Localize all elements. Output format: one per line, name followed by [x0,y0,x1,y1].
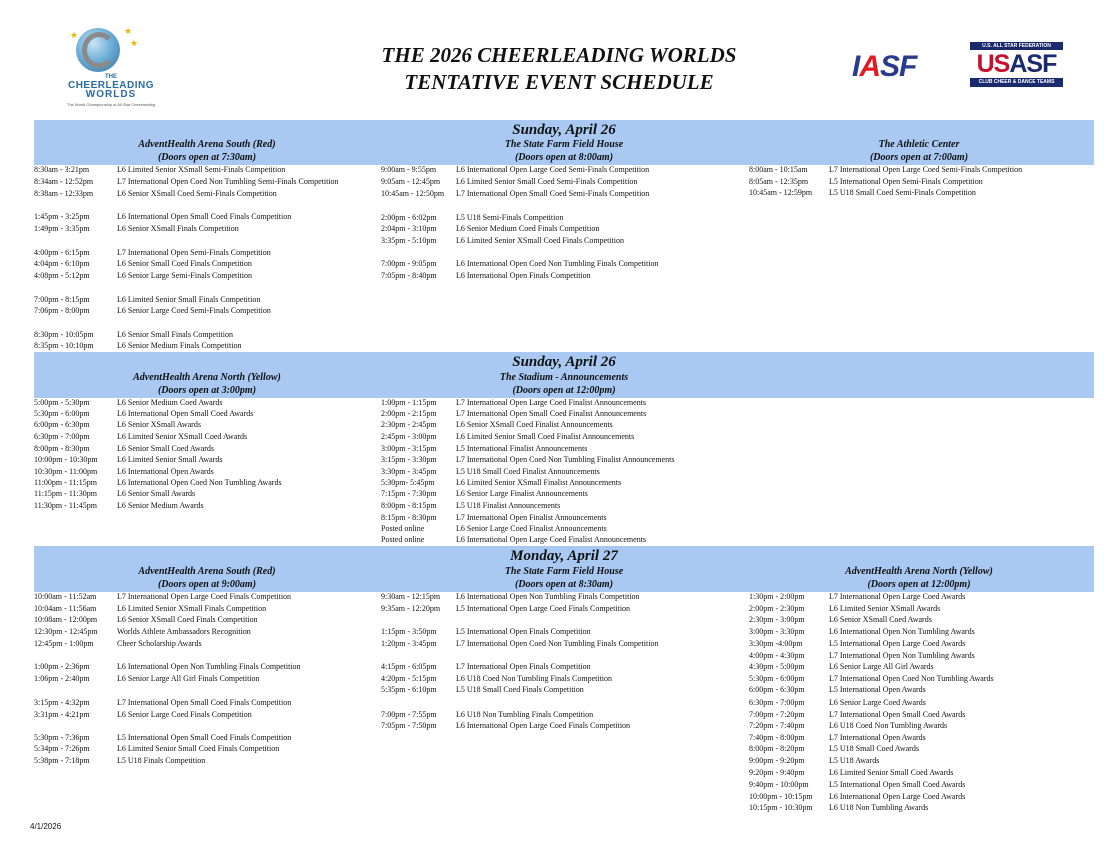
schedule-row [34,639,202,649]
row-event: L6 Senior XSmall Coed Finals Competition [117,615,258,624]
schedule-row [381,662,591,672]
row-event: L6 Limited Senior Small Coed Finalist Announcements [456,432,635,441]
row-event: L5 International Open Small Coed Finals Competition [117,733,292,742]
row-event: L6 International Open Small Coed Awards [117,409,254,418]
row-event: L6 U18 Coed Non Tumbling Finals Competition [456,674,613,683]
row-event: L6 Senior Medium Coed Awards [117,398,223,407]
row-time: 10:00pm - 10:15pm [749,792,813,801]
venue-name: The State Farm Field House [504,566,624,577]
row-time: 5:30pm - 6:00pm [34,409,90,418]
row-time: 12:45pm - 1:00pm [34,639,94,648]
schedule-row [749,803,929,813]
schedule-row [34,501,204,511]
day-heading: Sunday, April 26 [512,354,616,370]
row-time: 3:30pm -4:00pm [749,639,803,648]
row-time: 1:00pm - 1:15pm [381,398,437,407]
schedule-row [34,259,252,269]
row-event: L6 Senior Large Coed Finalist Announcements [456,524,607,533]
row-time: 9:00pm - 9:20pm [749,756,805,765]
schedule-row [749,721,948,731]
row-event: L6 Limited Senior XSmall Finals Competition [117,604,267,613]
row-time: 2:00pm - 2:30pm [749,604,805,613]
row-time: 5:34pm - 7:26pm [34,744,90,753]
row-event: L6 Senior Medium Finals Competition [117,341,242,350]
schedule-row [381,627,591,637]
schedule-row [381,165,650,175]
row-time: 7:20pm - 7:40pm [749,721,805,730]
row-time: 5:00pm - 5:30pm [34,398,90,407]
row-event: L7 International Open Coed Non Tumbling Awards [829,674,994,683]
row-event: L6 International Open Large Coed Awards [829,792,966,801]
row-event: L6 Senior Medium Coed Finals Competition [456,224,600,233]
star-icon: ★ [70,30,79,40]
row-time: 1:49pm - 3:35pm [34,224,90,233]
venue-name: AdventHealth Arena South (Red) [138,566,276,577]
row-time: 9:30am - 12:15pm [381,592,441,601]
row-event: L6 Limited Senior XSmall Coed Finals Competition [456,236,624,245]
row-time: 4:04pm - 6:10pm [34,259,90,268]
row-time: 3:00pm - 3:30pm [749,627,805,636]
schedule-row [381,592,640,602]
schedule-row [381,177,638,187]
schedule-row [381,467,600,477]
venue-doors: (Doors open at 12:00pm) [512,385,616,396]
venue-name: The Athletic Center [878,139,960,150]
row-time: 11:15pm - 11:30pm [34,489,97,498]
footer-date: 4/1/2026 [30,822,62,831]
row-event: L5 U18 Small Coed Finalist Announcements [456,467,600,476]
venue-name: The Stadium - Announcements [499,372,629,383]
row-time: 4:30pm - 5:00pm [749,662,805,671]
row-time: 7:40pm - 8:00pm [749,733,805,742]
row-time: 8:38am - 12:33pm [34,189,94,198]
row-time: 10:45am - 12:50pm [381,189,445,198]
row-event: L6 International Open Coed Non Tumbling Awards [117,478,282,487]
row-time: 8:30pm - 10:05pm [34,330,94,339]
schedule-row [381,432,635,442]
row-time: 1:06pm - 2:40pm [34,674,90,683]
row-event: L6 Senior Large Finalist Announcements [456,489,588,498]
row-time: 1:30pm - 2:00pm [749,592,805,601]
schedule-row [749,604,941,614]
schedule-row [749,615,932,625]
row-time: 9:35am - 12:20pm [381,604,441,613]
row-time: 8:30am - 3:21pm [34,165,90,174]
row-time: 8:00pm - 8:15pm [381,501,437,510]
page-title-line1: THE 2026 CHEERLEADING WORLDS [381,43,737,67]
schedule-row [381,478,622,488]
row-time: 8:00pm - 8:30pm [34,444,90,453]
row-time: 3:15pm - 3:30pm [381,455,437,464]
schedule-row [34,330,233,340]
row-event: L5 International Open Small Coed Awards [829,780,966,789]
row-event: L5 International Open Large Coed Finals Competition [456,604,631,613]
row-event: L6 Senior XSmall Coed Finalist Announcements [456,420,613,429]
schedule-row [749,710,966,720]
schedule-row [381,213,564,223]
row-event: L6 U18 Non Tumbling Finals Competition [456,710,594,719]
row-time: 7:00pm - 7:20pm [749,710,805,719]
row-event: L6 Senior Small Coed Awards [117,444,215,453]
row-event: L6 Senior XSmall Finals Competition [117,224,239,233]
row-time: Posted online [381,524,425,533]
row-time: 1:20pm - 3:45pm [381,639,437,648]
schedule-row [381,420,613,430]
page-title-line2: TENTATIVE EVENT SCHEDULE [404,70,714,94]
row-event: L6 Senior XSmall Coed Awards [829,615,932,624]
schedule-row [34,341,242,351]
schedule-row [749,188,976,198]
row-time: 1:45pm - 3:25pm [34,212,90,221]
schedule-row [381,604,631,614]
venue-doors: (Doors open at 7:00am) [869,152,969,163]
row-time: 6:30pm - 7:00pm [34,432,90,441]
row-event: L5 U18 Small Coed Semi-Finals Competition [829,188,976,197]
schedule-row [749,698,926,708]
schedule-row [381,710,594,720]
row-time: 6:00pm - 6:30pm [749,685,805,694]
schedule-row [34,674,260,684]
row-event: L7 International Open Small Coed Awards [829,710,966,719]
row-time: 5:38pm - 7:18pm [34,756,90,765]
row-time: 8:34am - 12:52pm [34,177,94,186]
row-time: 3:35pm - 5:10pm [381,236,437,245]
venue-doors: (Doors open at 8:30am) [514,579,614,590]
schedule-row [381,224,600,234]
row-event: L6 Limited Senior Small Coed Semi-Finals Competition [456,177,638,186]
row-time: 8:05am - 12:35pm [749,177,809,186]
row-time: 3:15pm - 4:32pm [34,698,90,707]
row-time: 10:00pm - 10:30pm [34,455,98,464]
row-time: 5:30pm - 6:00pm [749,674,805,683]
row-time: 1:00pm - 2:36pm [34,662,90,671]
row-time: 2:00pm - 2:15pm [381,409,437,418]
venue-doors: (Doors open at 12:00pm) [867,579,971,590]
row-event: L7 International Open Coed Non Tumbling Finalist Announcements [456,455,675,464]
row-event: L6 International Open Large Coed Semi-Finals Competition [456,165,650,174]
logo-text-line1: CHEERLEADING [67,80,154,91]
row-event: L6 Limited Senior XSmall Awards [829,604,941,613]
schedule-row [34,177,339,187]
schedule-row [381,489,588,499]
schedule-row [34,627,251,637]
row-event: L7 International Open Small Coed Finalist Announcements [456,409,647,418]
row-event: L5 U18 Awards [829,756,880,765]
row-event: L6 Senior Large All Girl Awards [829,662,934,671]
row-time: 3:31pm - 4:21pm [34,710,90,719]
star-icon: ★ [130,38,139,48]
schedule-row [34,409,254,419]
row-event: L6 International Open Non Tumbling Finals Competition [117,662,301,671]
row-time: 3:30pm - 3:45pm [381,467,437,476]
schedule-row [749,792,966,802]
schedule-row [749,685,926,695]
schedule-row [34,432,248,442]
section-header-monday [34,546,1094,592]
schedule-row [381,271,591,281]
row-time: 4:00pm - 6:15pm [34,248,90,257]
schedule-row [381,674,613,684]
schedule-row [34,698,292,708]
row-event: L5 U18 Finals Competition [117,756,206,765]
row-event: L6 Limited Senior Small Awards [117,455,223,464]
schedule-row [34,295,261,305]
schedule-row [749,592,966,602]
row-event: L6 U18 Coed Non Tumbling Awards [829,721,948,730]
venue-name: The State Farm Field House [504,139,624,150]
schedule-row [749,177,983,187]
schedule-row [381,409,647,419]
row-time: 5:30pm- 5:45pm [381,478,435,487]
row-event: L6 Limited Senior Small Coed Awards [829,768,954,777]
row-event: L6 International Open Non Tumbling Awards [829,627,975,636]
schedule-row [34,604,267,614]
row-time: 9:40pm - 10:00pm [749,780,809,789]
row-event: L7 International Open Large Coed Awards [829,592,966,601]
row-event: L6 Limited Senior Small Coed Finals Competition [117,744,280,753]
schedule-row [34,592,292,602]
schedule-row [34,444,215,454]
row-time: 12:30pm - 12:45pm [34,627,98,636]
row-time: 10:08am - 12:00pm [34,615,98,624]
row-time: 8:35pm - 10:10pm [34,341,94,350]
schedule-row [749,674,994,684]
row-time: 7:05pm - 8:40pm [381,271,437,280]
schedule-row [381,639,659,649]
row-event: L6 Senior Large Coed Finals Competition [117,710,252,719]
row-time: 2:04pm - 3:10pm [381,224,437,233]
row-time: 11:00pm - 11:15pm [34,478,97,487]
schedule-row [749,780,966,790]
schedule-row [381,685,584,695]
row-time: 7:05pm - 7:50pm [381,721,437,730]
row-time: 9:05am - 12:45pm [381,177,441,186]
row-time: 9:20pm - 9:40pm [749,768,805,777]
row-time: 10:45am - 12:59pm [749,188,813,197]
row-time: 4:15pm - 6:05pm [381,662,437,671]
row-event: L6 Limited Senior XSmall Finalist Announcements [456,478,622,487]
schedule-row [34,165,286,175]
row-event: L7 International Open Large Coed Finalist Announcements [456,398,647,407]
row-time: 8:00pm - 8:20pm [749,744,805,753]
schedule-row [34,271,252,281]
row-time: 4:08pm - 5:12pm [34,271,90,280]
row-time: 4:20pm - 5:15pm [381,674,437,683]
row-event: L6 Limited Senior XSmall Semi-Finals Competition [117,165,286,174]
venue-name: AdventHealth Arena North (Yellow) [845,566,993,577]
row-event: L5 U18 Small Coed Finals Competition [456,685,584,694]
row-event: L7 International Open Coed Non Tumbling Semi-Finals Competition [117,177,339,186]
row-event: L6 International Open Coed Non Tumbling Finals Competition [456,259,659,268]
schedule-row [34,489,196,499]
row-event: L6 Senior Medium Awards [117,501,204,510]
row-event: L6 Senior Small Awards [117,489,196,498]
venue-doors: (Doors open at 7:30am) [157,152,257,163]
row-time: 3:00pm - 3:15pm [381,444,437,453]
row-event: L6 Limited Senior Small Finals Competition [117,295,261,304]
schedule-row [34,733,292,743]
schedule-row [34,224,239,234]
row-time: 7:00pm - 7:55pm [381,710,437,719]
row-time: 6:30pm - 7:00pm [749,698,805,707]
row-time: 4:00pm - 4:30pm [749,651,805,660]
logo-small-text: THE [105,74,117,80]
schedule-row [381,444,588,454]
schedule-row [749,744,919,754]
row-event: L5 U18 Semi-Finals Competition [456,213,564,222]
row-event: L7 International Open Finals Competition [456,662,591,671]
venue-doors: (Doors open at 3:00pm) [157,385,257,396]
row-time: Posted online [381,535,425,544]
schedule-row [34,248,271,258]
row-event: Cheer Scholarship Awards [117,639,202,648]
row-time: 1:15pm - 3:50pm [381,627,437,636]
row-event: L6 Senior Small Finals Competition [117,330,233,339]
day-heading: Sunday, April 26 [512,122,616,138]
row-event: L7 International Open Finalist Announcements [456,513,607,522]
schedule-row [381,236,624,246]
schedule-row [34,662,301,672]
row-time: 6:00pm - 6:30pm [34,420,90,429]
row-time: 7:06pm - 8:00pm [34,306,90,315]
venue-name: AdventHealth Arena North (Yellow) [133,372,281,383]
section-header-sunday-2 [34,352,1094,398]
row-time: 7:15pm - 7:30pm [381,489,437,498]
row-time: 7:00pm - 9:05pm [381,259,437,268]
row-time: 10:00am - 11:52am [34,592,97,601]
schedule-row [749,651,975,661]
row-event: L5 International Open Awards [829,685,926,694]
schedule-row [34,189,277,199]
row-event: L5 International Open Large Coed Awards [829,639,966,648]
row-time: 9:00am - 9:55pm [381,165,437,174]
schedule-row [381,189,650,199]
schedule-row [34,420,201,430]
row-event: L6 Senior Small Coed Finals Competition [117,259,252,268]
row-time: 5:35pm - 6:10pm [381,685,437,694]
row-event: L6 Senior Large Semi-Finals Competition [117,271,252,280]
schedule-row [381,513,607,523]
row-time: 2:00pm - 6:02pm [381,213,437,222]
row-event: L7 International Open Large Coed Semi-Finals Competition [829,165,1023,174]
schedule-row [381,721,631,731]
row-event: L6 Senior XSmall Coed Semi-Finals Competition [117,189,277,198]
schedule-row [381,501,561,511]
row-event: L7 International Open Coed Non Tumbling Finals Competition [456,639,659,648]
row-event: L6 Senior Large All Girl Finals Competition [117,674,260,683]
row-time: 8:15pm - 8:30pm [381,513,437,522]
schedule-row [34,756,206,766]
schedule-row [34,455,223,465]
schedule-row [34,212,292,222]
row-event: L6 Senior XSmall Awards [117,420,201,429]
schedule-row [381,535,647,545]
venue-doors: (Doors open at 9:00am) [157,579,257,590]
schedule-row [749,768,954,778]
schedule-row [34,710,252,720]
schedule-row [381,524,607,534]
row-time: 2:30pm - 2:45pm [381,420,437,429]
schedule-row [749,165,1023,175]
venue-name: AdventHealth Arena South (Red) [138,139,276,150]
row-time: 11:30pm - 11:45pm [34,501,97,510]
logo-text-line2: WORLDS [85,89,137,100]
row-time: 10:30pm - 11:00pm [34,467,98,476]
iasf-logo: IASF [852,50,917,83]
row-event: L5 International Open Semi-Finals Competition [829,177,983,186]
schedule-row [34,467,214,477]
schedule-row [749,756,880,766]
row-event: L6 Senior Large Coed Awards [829,698,926,707]
row-event: L6 Senior Large Coed Semi-Finals Competition [117,306,271,315]
row-event: L6 International Open Large Coed Finals Competition [456,721,631,730]
schedule-row [381,398,647,408]
schedule-row [749,627,975,637]
row-event: L5 U18 Finalist Announcements [456,501,561,510]
row-time: 5:30pm - 7:36pm [34,733,90,742]
schedule-row [749,639,966,649]
schedule-row [34,398,223,408]
row-time: 10:15pm - 10:30pm [749,803,813,812]
row-event: L6 International Open Small Coed Finals Competition [117,212,292,221]
row-time: 2:30pm - 3:00pm [749,615,805,624]
row-event: L6 International Open Large Coed Finalist Announcements [456,535,647,544]
row-time: 2:45pm - 3:00pm [381,432,437,441]
schedule-row [749,733,926,743]
row-event: L7 International Open Non Tumbling Awards [829,651,975,660]
row-event: L7 International Open Semi-Finals Competition [117,248,271,257]
schedule-row [34,744,280,754]
row-time: 7:00pm - 8:15pm [34,295,90,304]
row-time: 8:00am - 10:15am [749,165,808,174]
row-event: L7 International Open Small Coed Semi-Finals Competition [456,189,650,198]
row-event: L5 International Finalist Announcements [456,444,588,453]
venue-doors: (Doors open at 8:00am) [514,152,614,163]
schedule-row [34,615,258,625]
row-event: L5 U18 Small Coed Awards [829,744,919,753]
schedule-row [749,662,934,672]
row-time: 10:04am - 11:56am [34,604,97,613]
schedule-row [34,306,271,316]
row-event: L7 International Open Small Coed Finals Competition [117,698,292,707]
row-event: L6 International Open Awards [117,467,214,476]
section-header-sunday-1 [34,120,1094,165]
row-event: L6 International Open Finals Competition [456,271,591,280]
logo-tagline: The World Championship of All Star Cheerleading [66,102,156,107]
row-event: Worlds Athlete Ambassadors Recognition [117,627,251,636]
usasf-logo: U.S. ALL STAR FEDERATION USASF CLUB CHEER & DANCE TEAMS [970,42,1063,87]
day-heading: Monday, April 27 [510,548,618,564]
row-event: L7 International Open Large Coed Finals Competition [117,592,292,601]
schedule-row [381,455,675,465]
row-event: L5 International Open Finals Competition [456,627,591,636]
row-event: L6 International Open Non Tumbling Finals Competition [456,592,640,601]
schedule-row [34,478,282,488]
star-icon: ★ [124,26,133,36]
row-event: L6 U18 Non Tumbling Awards [829,803,929,812]
schedule-row [381,259,659,269]
row-event: L6 Limited Senior XSmall Coed Awards [117,432,248,441]
row-event: L7 International Open Awards [829,733,926,742]
